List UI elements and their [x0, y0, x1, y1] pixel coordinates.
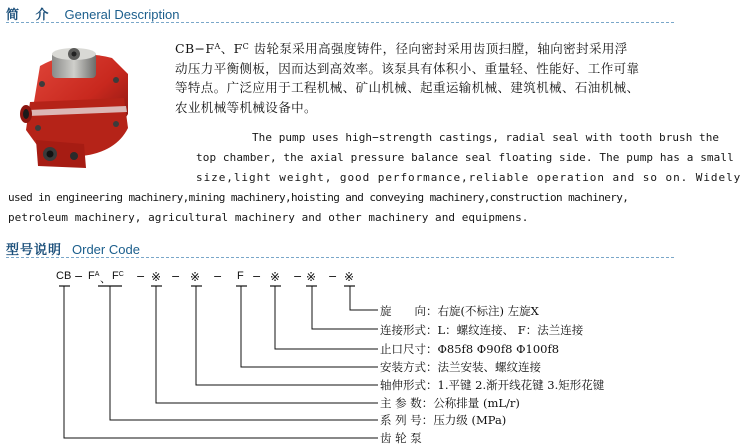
- code-dash: −: [213, 270, 223, 283]
- legend-key: 旋 向：: [380, 304, 438, 318]
- legend-rotation: [380, 303, 539, 319]
- legend-value: 右旋(不标注) 左旋X: [437, 304, 539, 318]
- leader-line-mounting: [241, 286, 378, 367]
- model-prefix: CB−F: [175, 41, 215, 56]
- code-cb: CB: [56, 270, 72, 282]
- leader-line-series: [110, 286, 378, 420]
- model-sep: 、F: [220, 41, 243, 56]
- code-x-mark-5: ※: [344, 270, 355, 284]
- code-fa-sup: A: [94, 271, 100, 278]
- leader-line-spigot: [275, 286, 378, 349]
- code-dash: −: [74, 270, 84, 283]
- legend-key: 连接形式：: [380, 323, 438, 337]
- code-fc-letter: F: [112, 270, 119, 282]
- legend-series: [380, 412, 506, 428]
- order-code-title-en: Order Code: [72, 242, 140, 257]
- code-dash: −: [136, 270, 146, 283]
- code-x-mark-3: ※: [270, 270, 281, 284]
- legend-key: 止口尺寸：: [380, 342, 438, 356]
- legend-pump: [380, 430, 422, 446]
- en-line-1: The pump uses high−strength castings, radial seal with tooth brush the: [252, 131, 720, 144]
- legend-mounting: [380, 359, 541, 375]
- legend-key: 轴伸形式：: [380, 378, 438, 392]
- code-dash: −: [171, 270, 181, 283]
- code-x-mark-4: ※: [306, 270, 317, 284]
- leader-line-rotation: [350, 286, 378, 310]
- legend-connection: [380, 322, 583, 338]
- legend-key: 系 列 号：: [380, 413, 434, 427]
- model-sup-a: A: [214, 42, 221, 51]
- general-description-title-en: General Description: [64, 7, 180, 22]
- code-x-mark-2: ※: [190, 270, 201, 284]
- code-dash: −: [293, 270, 303, 283]
- en-line-5: petroleum machinery, agricultural machinery and other machinery and equipmens.: [8, 211, 529, 224]
- code-f: F: [237, 270, 244, 282]
- legend-spigot: [380, 341, 559, 357]
- code-comma: 、: [100, 273, 111, 285]
- en-line-4: used in engineering machinery,mining machinery,hoisting and conveying machinery,construction machinery,: [8, 191, 629, 204]
- legend-value: Φ85f8 Φ90f8 Φ100f8: [437, 342, 560, 356]
- code-fa-letter: F: [88, 270, 95, 282]
- legend-value: 法兰安装、螺纹连接: [437, 360, 541, 374]
- legend-value: 压力级 (MPa): [433, 413, 507, 427]
- order-code-title-cn: 型号说明: [6, 243, 63, 258]
- code-x-mark-1: ※: [151, 270, 162, 284]
- legend-shaft: [380, 377, 604, 393]
- model-sup-c: C: [242, 42, 250, 51]
- code-dash: −: [328, 270, 338, 283]
- code-dash: −: [252, 270, 262, 283]
- cn-line-1: 齿轮泵采用高强度铸件，径向密封采用齿顶扫膛，轴向密封采用浮: [249, 41, 628, 56]
- cn-line-3: 等特点。广泛应用于工程机械、矿山机械、起重运输机械、建筑机械、石油机械、: [175, 80, 640, 95]
- legend-value: 1.平键 2.渐开线花键 3.矩形花键: [437, 378, 605, 392]
- cn-line-4: 农业机械等机械设备中。: [175, 99, 317, 115]
- legend-key: 齿 轮 泵: [380, 431, 422, 445]
- leader-line-connection: [312, 286, 378, 329]
- leader-line-pump: [64, 286, 378, 438]
- leader-line-shaft: [196, 286, 378, 385]
- legend-value: L：螺纹连接、 F：法兰连接: [437, 323, 584, 337]
- code-fc-sup: C: [118, 271, 124, 278]
- legend-displacement: [380, 395, 520, 411]
- general-description-title-cn: 简 介: [6, 8, 55, 23]
- en-line-3: size,light weight, good performance,reliable operation and so on. Widely: [196, 171, 741, 184]
- en-line-2: top chamber, the axial pressure balance seal floating side. The pump has a small: [196, 151, 734, 164]
- legend-key: 主 参 数：: [380, 396, 434, 410]
- cn-line-2: 动压力平衡侧板，因而达到高效率。该泵具有体积小、重量轻、性能好、工作可靠: [175, 60, 640, 76]
- legend-value: 公称排量 (mL/r): [433, 396, 520, 410]
- legend-key: 安装方式：: [380, 360, 438, 374]
